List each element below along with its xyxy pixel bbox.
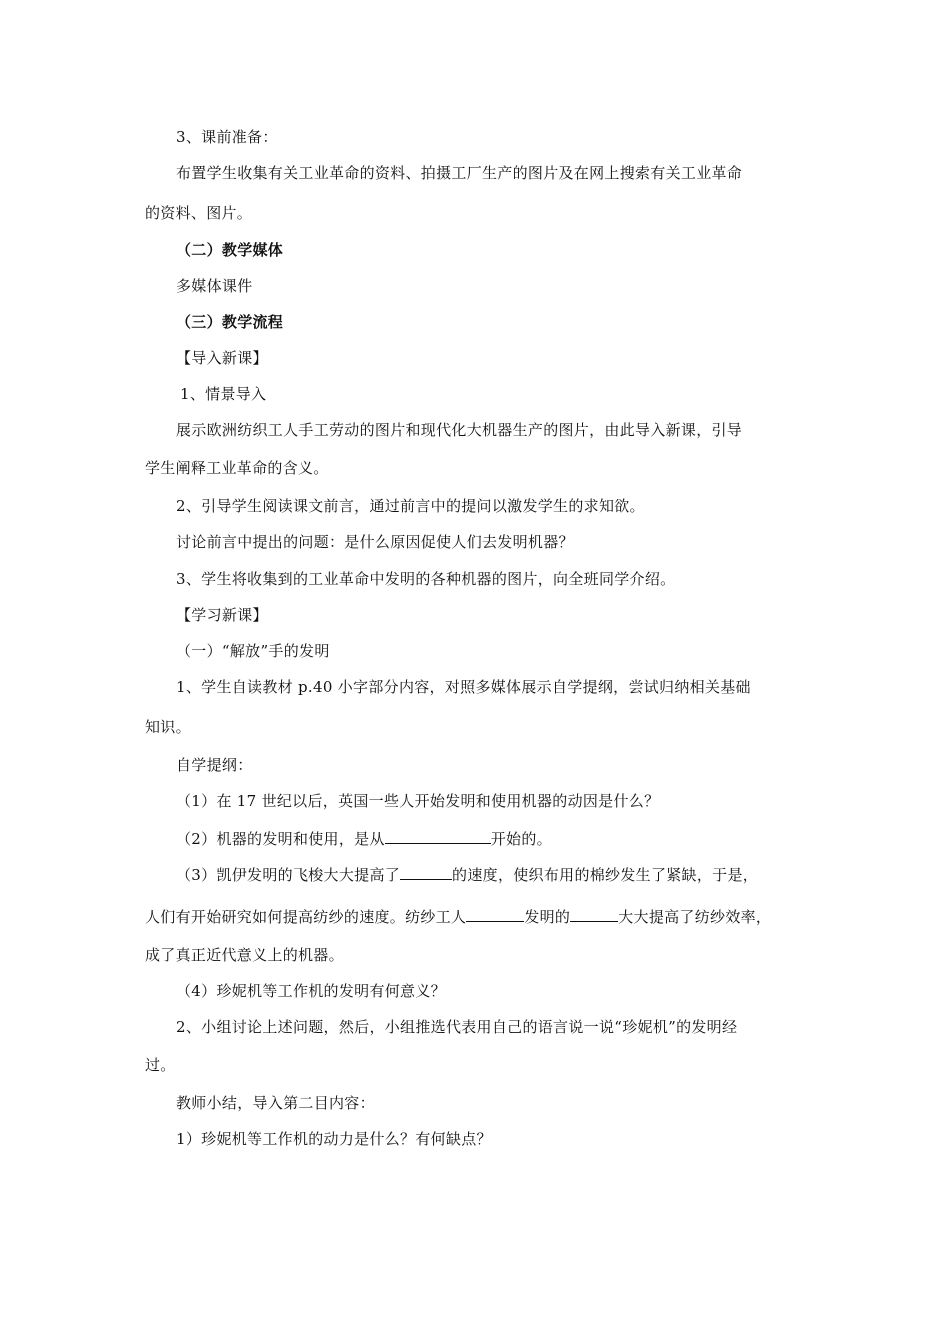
- paragraph-text: 知识。: [145, 718, 191, 736]
- question-3-continued: 成了真正近代意义上的机器。: [145, 946, 344, 964]
- heading-intro-lesson: 【导入新课】: [176, 349, 268, 367]
- question-2: （2）机器的发明和使用，是从 开始的。: [176, 827, 552, 849]
- paragraph-text: 1、情景导入: [180, 385, 267, 403]
- subheading-hand-inventions: （一）“解放”手的发明: [176, 642, 330, 660]
- paragraph-text: 学生阐释工业革命的含义。: [145, 459, 329, 477]
- paragraph-text: 多媒体课件: [176, 277, 253, 295]
- paragraph-text: 3、学生将收集到的工业革命中发明的各种机器的图片，向全班同学介绍。: [176, 570, 676, 588]
- paragraph-text: 展示欧洲纺织工人手工劳动的图片和现代化大机器生产的图片，由此导入新课，引导: [176, 421, 743, 439]
- fill-blank: [385, 827, 491, 844]
- question-4: （4）珍妮机等工作机的发明有何意义？: [176, 982, 446, 1000]
- paragraph-text: 过。: [145, 1056, 176, 1074]
- fill-blank: [466, 905, 524, 922]
- heading-learn-new: 【学习新课】: [176, 606, 268, 624]
- section-course-prep: 3、课前准备：: [176, 128, 278, 146]
- paragraph-text: 2、小组讨论上述问题，然后，小组推选代表用自己的语言说一说“珍妮机”的发明经: [176, 1018, 738, 1036]
- paragraph-text: 布置学生收集有关工业革命的资料、拍摄工厂生产的图片及在网上搜索有关工业革命: [176, 164, 743, 182]
- heading-teaching-flow: （三）教学流程: [176, 313, 284, 331]
- paragraph-text: 自学提纲：: [176, 756, 253, 774]
- paragraph-text: 2、引导学生阅读课文前言，通过前言中的提问以激发学生的求知欲。: [176, 497, 645, 515]
- fill-blank: [400, 863, 452, 880]
- question-1: （1）在 17 世纪以后，英国一些人开始发明和使用机器的动因是什么？: [176, 792, 660, 810]
- paragraph-text: 讨论前言中提出的问题：是什么原因促使人们去发明机器？: [176, 533, 574, 551]
- heading-teaching-media: （二）教学媒体: [176, 241, 284, 259]
- question-3: （3）凯伊发明的飞梭大大提高了 的速度，使织布用的棉纱发生了紧缺，于是，: [176, 863, 758, 885]
- paragraph-text: 1、学生自读教材 p.40 小字部分内容，对照多媒体展示自学提纲，尝试归纳相关基础: [176, 678, 751, 696]
- question-3-continued: 人们有开始研究如何提高纺纱的速度。纺纱工人 发明的 大大提高了纺纱效率，: [145, 905, 771, 927]
- paragraph-text: 1）珍妮机等工作机的动力是什么？有何缺点？: [176, 1130, 492, 1148]
- paragraph-text: 教师小结，导入第二目内容：: [176, 1094, 375, 1112]
- paragraph-text: 的资料、图片。: [145, 204, 253, 222]
- fill-blank: [570, 905, 618, 922]
